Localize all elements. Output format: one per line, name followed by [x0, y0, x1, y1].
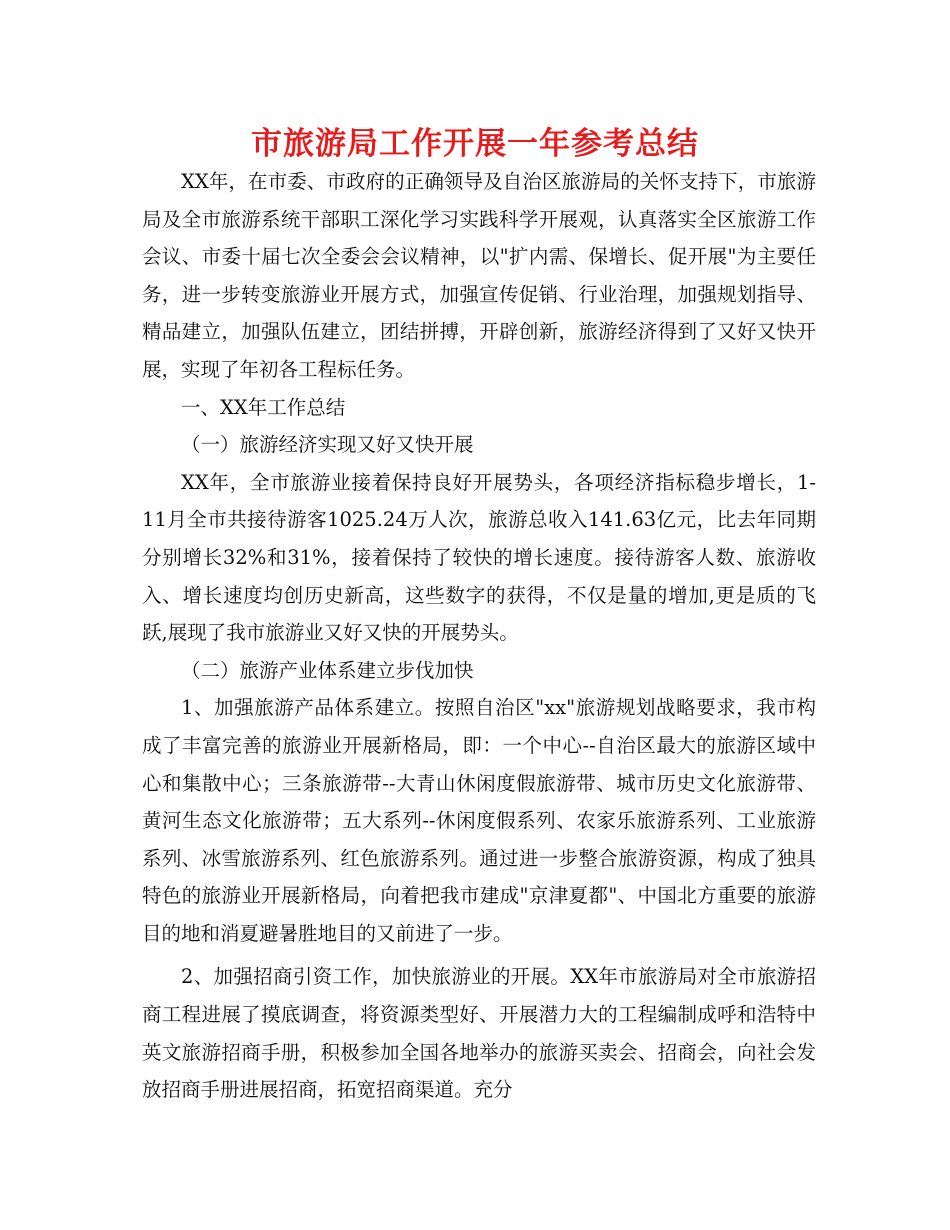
section-heading-1: 一、XX年工作总结	[181, 395, 346, 419]
subsection-heading-1: （一）旅游经济实现又好又快开展	[181, 433, 474, 457]
paragraph-intro: XX年，在市委、市政府的正确领导及自治区旅游局的关怀支持下，市旅游局及全市旅游系统干部职工深化学习实践科学开展观，认真落实全区旅游工作会议、市委十届七次全委会会议精神，以"扩内需、保增长、促开展"为主要任务，进一步转变旅游业开展方式，加强宣传促销、行业治理，加强规划指导、精品建立，加强队伍建立，团结拼搏，开辟创新，旅游经济得到了又好又快开展，实现了年初各工程标任务。	[142, 170, 816, 381]
paragraph-tourism-economy: XX年，全市旅游业接着保持良好开展势头，各项经济指标稳步增长，1-11月全市共接待游客1025.24万人次，旅游总收入141.63亿元，比去年同期分别增长32%和31%，接着保持了较快的增长速度。接待游客人数、旅游收入、增长速度均创历史新高，这些数字的获得，不仅是量的增加,更是质的飞跃,展现了我市旅游业又好又快的开展势头。	[142, 470, 816, 645]
paragraph-product-system: 1、加强旅游产品体系建立。按照自治区"xx"旅游规划战略要求，我市构成了丰富完善的旅游业开展新格局，即：一个中心--自治区最大的旅游区域中心和集散中心；三条旅游带--大青山休闲度假旅游带、城市历史文化旅游带、黄河生态文化旅游带；五大系列--休闲度假系列、农家乐旅游系列、工业旅游系列、冰雪旅游系列、红色旅游系列。通过进一步整合旅游资源，构成了独具特色的旅游业开展新格局，向着把我市建成"京津夏都"、中国北方重要的旅游目的地和消夏避暑胜地目的又前进了一步。	[142, 696, 816, 945]
subsection-heading-2: （二）旅游产业体系建立步伐加快	[181, 658, 474, 682]
document-title: 市旅游局工作开展一年参考总结	[251, 126, 699, 162]
document-body	[142, 163, 816, 1109]
paragraph-investment: 2、加强招商引资工作，加快旅游业的开展。XX年市旅游局对全市旅游招商工程进展了摸底调查，将资源类型好、开展潜力大的工程编制成呼和浩特中英文旅游招商手册，积极参加全国各地举办的旅游买卖会、招商会，向社会发放招商手册进展招商，拓宽招商渠道。充分	[142, 965, 816, 1102]
